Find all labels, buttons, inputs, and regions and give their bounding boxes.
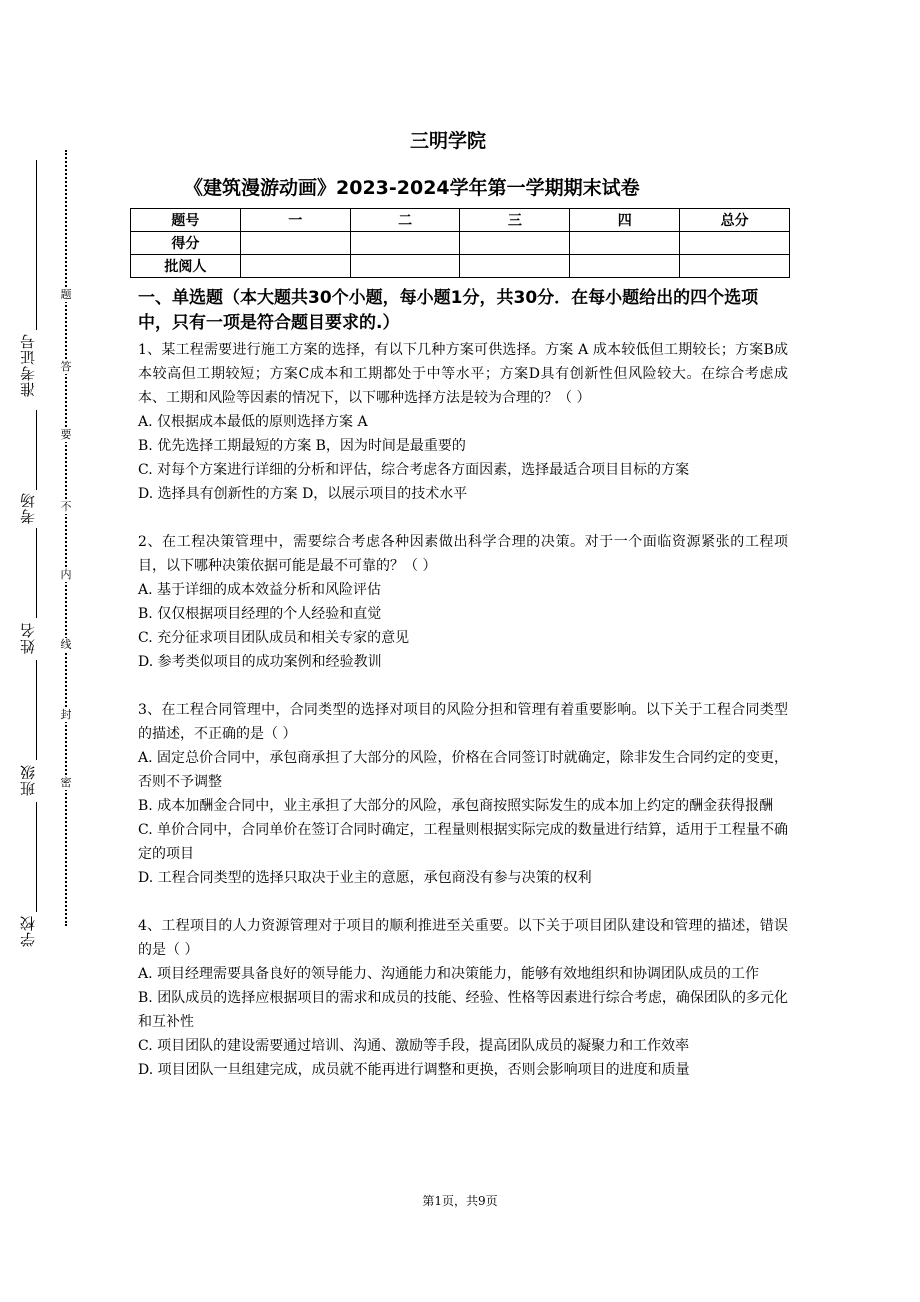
question-2: [138, 530, 788, 674]
exam-content: [138, 286, 788, 1106]
reviewer-cell: [240, 255, 350, 278]
exam-number-label: 准考证号: [19, 333, 37, 397]
score-cell: [240, 232, 350, 255]
score-header-cell: 总分: [680, 209, 790, 232]
option-a: A. 基于详细的成本效益分析和风险评估: [138, 582, 382, 598]
score-table-header-row: [131, 209, 790, 232]
score-cell: [570, 232, 680, 255]
score-header-cell: 三: [460, 209, 570, 232]
question-1: [138, 338, 788, 506]
seal-char: 内: [58, 568, 74, 582]
score-header-cell: 四: [570, 209, 680, 232]
institution-name: 三明学院: [410, 130, 487, 152]
seal-char: 封: [58, 708, 74, 722]
exam-title: 《建筑漫游动画》2023-2024学年第一学期期末试卷: [184, 177, 640, 199]
option-d: D. 工程合同类型的选择只取决于业主的意愿，承包商没有参与决策的权利: [138, 870, 592, 886]
option-a: A. 仅根据成本最低的原则选择方案 A: [138, 414, 368, 430]
question-stem: 3、在工程合同管理中，合同类型的选择对项目的风险分担和管理有着重要影响。以下关于工程合同类型的描述，不正确的是（ ）: [138, 702, 788, 742]
question-stem: 4、工程项目的人力资源管理对于项目的顺利推进至关重要。以下关于项目团队建设和管理的描述，错误的是（ ）: [138, 918, 788, 958]
score-cell: [350, 232, 460, 255]
binding-line: [36, 160, 37, 330]
option-d: D. 选择具有创新性的方案 D，以展示项目的技术水平: [138, 486, 468, 502]
question-stem: 2、在工程决策管理中，需要综合考虑各种因素做出科学合理的决策。对于一个面临资源紧张的工程项目，以下哪种决策依据可能是最不可靠的？（ ）: [138, 534, 788, 574]
seal-char: 线: [58, 638, 74, 652]
question-3: [138, 698, 788, 890]
seal-char: 不: [58, 500, 74, 514]
question-stem: 1、某工程需要进行施工方案的选择，有以下几种方案可供选择。方案 A 成本较低但工期较长；方案B成本较高但工期较短；方案C成本和工期都处于中等水平；方案D具有创新性但风险较大。在综合考虑成本、工期和风险等因素的情况下，以下哪种选择方法是较为合理的？（ ）: [138, 342, 788, 406]
option-d: D. 项目团队一旦组建完成，成员就不能再进行调整和更换，否则会影响项目的进度和质量: [138, 1062, 690, 1078]
class-label: 班级: [19, 764, 37, 796]
binding-line: [36, 660, 37, 760]
name-label: 姓名: [19, 622, 37, 654]
reviewer-cell: [460, 255, 570, 278]
seal-char: 答: [58, 360, 74, 374]
option-b: B. 仅仅根据项目经理的个人经验和直觉: [138, 606, 382, 622]
option-c: C. 项目团队的建设需要通过培训、沟通、激励等手段，提高团队成员的凝聚力和工作效率: [138, 1038, 690, 1054]
page-footer: 第1页，共9页: [422, 1194, 498, 1208]
option-a: A. 固定总价合同中，承包商承担了大部分的风险，价格在合同签订时就确定，除非发生合同约定的变更，否则不予调整: [138, 750, 788, 790]
option-c: C. 对每个方案进行详细的分析和评估，综合考虑各方面因素，选择最适合项目目标的方案: [138, 462, 690, 478]
seal-char: 要: [58, 428, 74, 442]
section-heading: 一、单选题（本大题共30个小题，每小题1分，共30分．在每小题给出的四个选项中，只有一项是符合题目要求的.）: [138, 288, 759, 333]
binding-line: [36, 410, 37, 490]
school-label: 学校: [19, 915, 37, 947]
seal-line: [65, 150, 67, 926]
exam-room-label: 考场: [19, 492, 37, 524]
score-cell: [460, 232, 570, 255]
reviewer-row-label: 批阅人: [131, 255, 241, 278]
option-c: C. 充分征求项目团队成员和相关专家的意见: [138, 630, 410, 646]
option-a: A. 项目经理需要具备良好的领导能力、沟通能力和决策能力，能够有效地组织和协调团队成员的工作: [138, 966, 760, 982]
score-cell: [680, 232, 790, 255]
score-header-cell: 二: [350, 209, 460, 232]
score-header-cell: 一: [240, 209, 350, 232]
reviewer-cell: [350, 255, 460, 278]
seal-char: 密: [58, 776, 74, 790]
option-b: B. 成本加酬金合同中，业主承担了大部分的风险，承包商按照实际发生的成本加上约定的酬金获得报酬: [138, 798, 774, 814]
score-row: [131, 232, 790, 255]
score-row-label: 得分: [131, 232, 241, 255]
reviewer-cell: [680, 255, 790, 278]
seal-char: 题: [58, 288, 74, 302]
question-4: [138, 914, 788, 1082]
score-table: [130, 208, 790, 278]
score-header-cell: 题号: [131, 209, 241, 232]
option-d: D. 参考类似项目的成功案例和经验教训: [138, 654, 382, 670]
option-b: B. 优先选择工期最短的方案 B，因为时间是最重要的: [138, 438, 466, 454]
reviewer-row: [131, 255, 790, 278]
reviewer-cell: [570, 255, 680, 278]
option-c: C. 单价合同中，合同单价在签订合同时确定，工程量则根据实际完成的数量进行结算，适用于工程量不确定的项目: [138, 822, 788, 862]
binding-line: [36, 528, 37, 618]
option-b: B. 团队成员的选择应根据项目的需求和成员的技能、经验、性格等因素进行综合考虑，确保团队的多元化和互补性: [138, 990, 788, 1030]
binding-line: [36, 802, 37, 912]
